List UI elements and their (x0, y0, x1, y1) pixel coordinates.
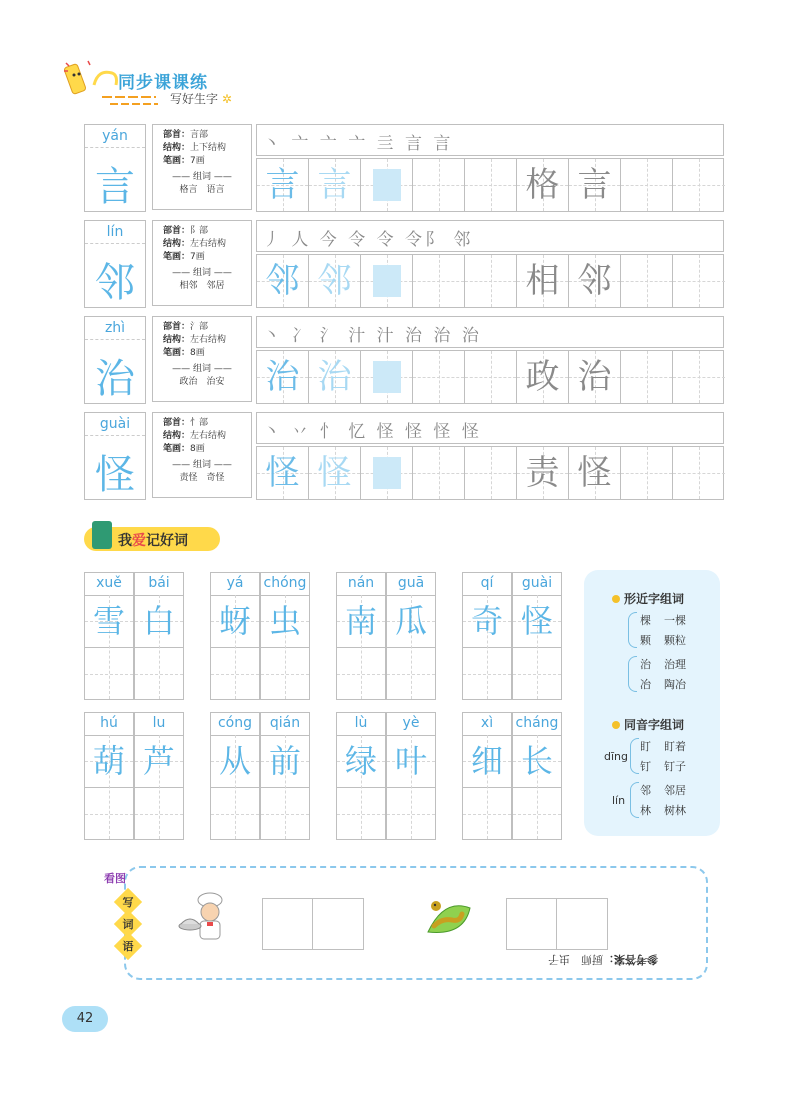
practice-cell[interactable] (673, 159, 725, 211)
pinyin: lín (106, 224, 124, 240)
answer-grid-1[interactable] (262, 898, 364, 950)
stroke-order-box (256, 412, 724, 444)
pinyin-char-box (84, 124, 146, 212)
word-char: 从 (218, 742, 251, 780)
word-char: 虫 (268, 602, 301, 640)
pinyin-char-box (84, 316, 146, 404)
word-cell[interactable] (134, 572, 184, 700)
stroke-order-box (256, 124, 724, 156)
practice-cell[interactable] (569, 159, 621, 211)
practice-char: 怪 (577, 453, 612, 493)
practice-cell[interactable] (413, 447, 465, 499)
practice-cell[interactable] (309, 351, 361, 403)
char-row (84, 412, 724, 500)
practice-char: 邻 (317, 261, 352, 301)
kan-tu-label: 看图 (104, 872, 126, 885)
word-char: 芦 (142, 742, 175, 780)
word-cell[interactable] (210, 572, 260, 700)
practice-cell[interactable] (309, 159, 361, 211)
word-char: 前 (268, 742, 301, 780)
practice-cell[interactable] (413, 159, 465, 211)
answer-grid-2[interactable] (506, 898, 608, 950)
practice-cell[interactable] (465, 447, 517, 499)
stroke-order: 丶 冫 氵 汁 汁 治 治 治 (263, 326, 482, 346)
practice-cell[interactable] (621, 255, 673, 307)
word-pinyin: yè (402, 715, 420, 731)
word-cell[interactable] (336, 572, 386, 700)
pinyin: yán (102, 128, 128, 144)
word-pinyin: cóng (217, 715, 253, 731)
practice-cell[interactable] (361, 159, 413, 211)
practice-char: 格 (525, 165, 560, 205)
word-cell[interactable] (386, 572, 436, 700)
section-label-good-words: 我爱记好词 (84, 527, 220, 551)
word-cell[interactable] (386, 712, 436, 840)
word-char: 白 (142, 602, 175, 640)
practice-cell[interactable] (413, 351, 465, 403)
sun-icon: ✲ (221, 92, 232, 106)
similar-title: 形近字组词 (612, 590, 684, 607)
practice-char: 政 (525, 357, 560, 397)
word-pinyin: qián (269, 715, 301, 731)
word-pinyin: yá (226, 575, 244, 591)
word-char: 叶 (394, 742, 427, 780)
practice-char: 责 (525, 453, 560, 493)
word-cell[interactable] (512, 572, 562, 700)
pinyin: guài (99, 416, 131, 432)
char-info: 部首：言部 结构：上下结构 笔画：7画 —— 组词 —— 格言 语言 (152, 124, 252, 210)
practice-cell[interactable] (517, 255, 569, 307)
practice-cell[interactable] (517, 159, 569, 211)
word-box (84, 712, 184, 840)
practice-cell[interactable] (465, 255, 517, 307)
practice-char: 相 (525, 261, 560, 301)
pinyin-char-box (84, 412, 146, 500)
word-cell[interactable] (84, 712, 134, 840)
word-cell[interactable] (512, 712, 562, 840)
reference-answer-upside-down: 参考答案：厨师 虫子 (548, 953, 658, 966)
practice-cell[interactable] (569, 447, 621, 499)
word-cell[interactable] (462, 712, 512, 840)
header-decoration-lines (100, 94, 160, 108)
page-header-title: 同步课课练 (118, 73, 208, 93)
word-char: 南 (344, 602, 377, 640)
word-char: 长 (520, 742, 553, 780)
pinyin: zhì (104, 320, 126, 336)
practice-cell[interactable] (621, 159, 673, 211)
main-char: 怪 (95, 452, 135, 498)
practice-cell[interactable] (309, 447, 361, 499)
practice-char: 怪 (317, 453, 352, 493)
word-pinyin: hú (100, 715, 118, 731)
word-char: 怪 (520, 602, 553, 640)
word-pinyin: lù (354, 715, 368, 731)
stroke-order: 丶 丷 忄 忆 怪 怪 怪 怪 (263, 422, 482, 442)
practice-cell[interactable] (673, 351, 725, 403)
side-panel: 形近字组词 棵 一棵 颗 颗粒 治 治理 冶 陶冶 同音字组词 dīng 盯 盯着 钉 钉子 lín 邻 邻居 林 树林 (584, 570, 720, 836)
book-icon (92, 521, 112, 549)
practice-cell[interactable] (621, 351, 673, 403)
word-pinyin: guài (521, 575, 553, 591)
practice-cell[interactable] (465, 351, 517, 403)
practice-grid (256, 254, 724, 308)
word-box (336, 572, 436, 700)
word-cell[interactable] (134, 712, 184, 840)
practice-cell[interactable] (257, 255, 309, 307)
word-char: 瓜 (394, 602, 427, 640)
stroke-order: 丿 人 今 令 令 令阝 邻 (263, 230, 474, 250)
practice-char: 邻 (265, 261, 300, 301)
word-char: 葫 (92, 742, 125, 780)
word-cell[interactable] (462, 572, 512, 700)
word-box (462, 712, 562, 840)
trace-shade (373, 361, 401, 393)
word-box (336, 712, 436, 840)
stroke-order-box (256, 220, 724, 252)
practice-cell[interactable] (361, 351, 413, 403)
practice-char: 言 (265, 165, 300, 205)
trace-shade (373, 265, 401, 297)
practice-cell[interactable] (361, 447, 413, 499)
word-pinyin: qí (480, 575, 494, 591)
practice-char: 邻 (577, 261, 612, 301)
practice-cell[interactable] (309, 255, 361, 307)
word-char: 奇 (470, 602, 503, 640)
practice-char: 治 (577, 357, 612, 397)
practice-grid (256, 446, 724, 500)
word-pinyin: chóng (263, 575, 307, 591)
word-char: 绿 (344, 742, 377, 780)
practice-cell[interactable] (569, 255, 621, 307)
word-cell[interactable] (84, 572, 134, 700)
pinyin-char-box (84, 220, 146, 308)
word-pinyin: xuě (96, 575, 122, 591)
char-info: 部首：氵部 结构：左右结构 笔画：8画 —— 组词 —— 政治 治安 (152, 316, 252, 402)
page-header-subtitle: 写好生字 ✲ (170, 92, 232, 106)
word-pinyin: cháng (515, 715, 559, 731)
trace-shade (373, 169, 401, 201)
practice-cell[interactable] (413, 255, 465, 307)
caterpillar-leaf-icon (424, 892, 474, 942)
main-char: 治 (95, 356, 135, 402)
word-box (210, 712, 310, 840)
char-row (84, 220, 724, 308)
practice-char: 怪 (265, 453, 300, 493)
word-char: 蚜 (218, 602, 251, 640)
homophone-title: 同音字组词 (612, 716, 684, 733)
lightbulb-icon (612, 721, 620, 729)
lightbulb-icon (612, 595, 620, 603)
stroke-order: 丶 亠 亠 亠 亖 言 言 (263, 134, 454, 154)
practice-char: 治 (317, 357, 352, 397)
practice-cell[interactable] (465, 159, 517, 211)
word-pinyin: nán (347, 575, 375, 591)
practice-char: 治 (265, 357, 300, 397)
word-pinyin: lu (152, 715, 166, 731)
char-info: 部首：忄部 结构：左右结构 笔画：8画 —— 组词 —— 责怪 奇怪 (152, 412, 252, 498)
practice-cell[interactable] (257, 159, 309, 211)
word-pinyin: bái (148, 575, 170, 591)
word-cell[interactable] (210, 712, 260, 840)
word-pinyin: guā (397, 575, 425, 591)
practice-cell[interactable] (257, 447, 309, 499)
practice-char: 言 (317, 165, 352, 205)
word-cell[interactable] (336, 712, 386, 840)
word-box (462, 572, 562, 700)
practice-cell[interactable] (621, 447, 673, 499)
practice-cell[interactable] (517, 351, 569, 403)
word-pinyin: xì (480, 715, 494, 731)
word-cell[interactable] (260, 572, 310, 700)
word-char: 雪 (92, 602, 125, 640)
chef-illustration-icon (178, 892, 234, 942)
trace-shade (373, 457, 401, 489)
char-row (84, 124, 724, 212)
page-number: 42 (62, 1006, 108, 1032)
practice-cell[interactable] (517, 447, 569, 499)
word-cell[interactable] (260, 712, 310, 840)
char-row (84, 316, 724, 404)
practice-grid (256, 158, 724, 212)
practice-char: 言 (577, 165, 612, 205)
practice-cell[interactable] (361, 255, 413, 307)
word-box (84, 572, 184, 700)
word-char: 细 (470, 742, 503, 780)
main-char: 言 (95, 164, 135, 210)
practice-cell[interactable] (673, 447, 725, 499)
practice-cell[interactable] (673, 255, 725, 307)
main-char: 邻 (95, 260, 135, 306)
char-info: 部首：阝部 结构：左右结构 笔画：7画 —— 组词 —— 相邻 邻居 (152, 220, 252, 306)
practice-cell[interactable] (257, 351, 309, 403)
stroke-order-box (256, 316, 724, 348)
practice-cell[interactable] (569, 351, 621, 403)
practice-grid (256, 350, 724, 404)
word-box (210, 572, 310, 700)
